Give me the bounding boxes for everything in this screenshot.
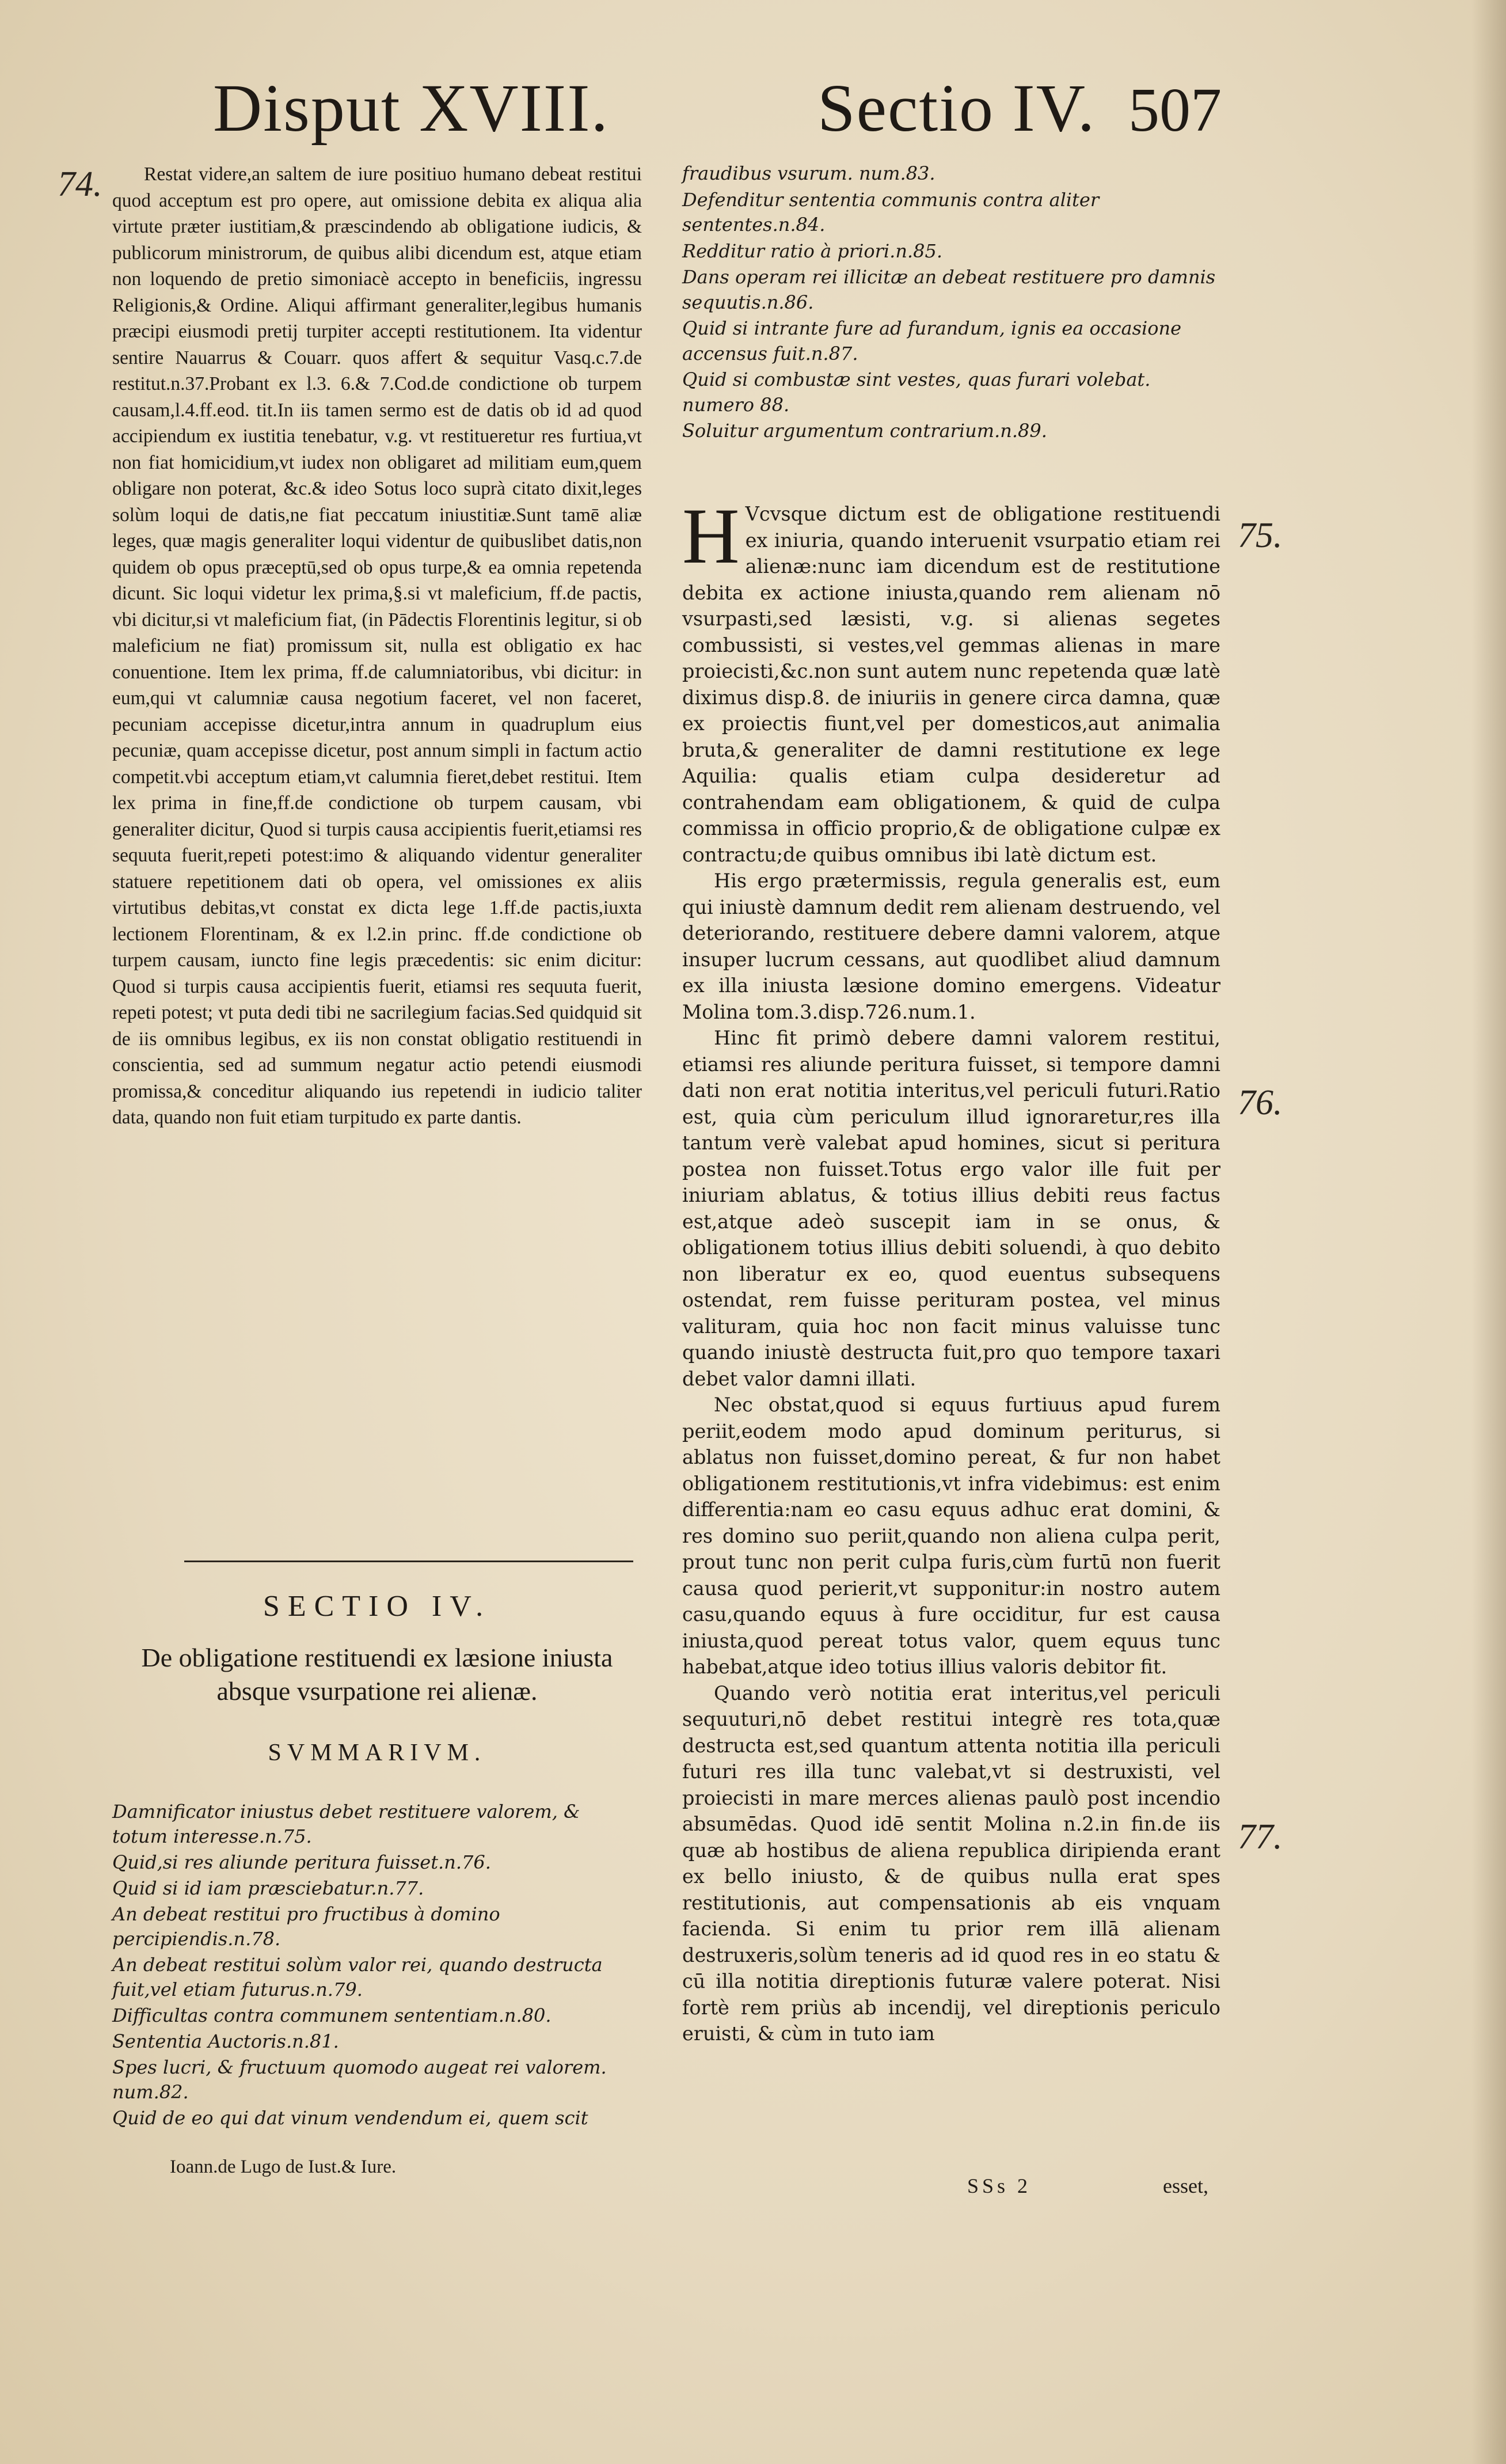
header-section: Sectio IV. <box>817 70 1096 146</box>
right-paragraph-4: Nec obstat,quod si equus furtiuus apud furem periit,eodem modo apud dominum periturus, si ablatus non fuisset,domino pereat, & fur non habet obligationem restitutionis,vt infra videbimus: est enim differentia:nam eo casu equus adhuc erat domini, & res domino suo periit,quando non aliena culpa perit, prout tunc non perit culpa furis,cùm furtū non fuerit causa quod perierit,vt supponitur:in nostro autem casu,quando equus à fure occiditur, fur est causa iniusta,quod pereat totus valor, quem equus tunc habebat,atque ideo totius illius valoris debitor fit. <box>682 1394 1220 1678</box>
catchword-author: Ioann.de Lugo de Iust.& Iure. <box>170 2157 397 2177</box>
section-subtitle: De obligatione restituendi ex læsione iniusta absque vsurpatione rei alienæ. <box>141 1643 613 1706</box>
summarium-right-list <box>682 161 1223 445</box>
summarium-item: fraudibus vsurum. num.83. <box>682 162 935 184</box>
section-title: SECTIO IV. <box>263 1590 492 1623</box>
summarium-item: Quid de eo qui dat vinum vendendum ei, quem scit <box>112 2107 588 2129</box>
running-header <box>0 69 1506 161</box>
margin-number-75: 75. <box>1238 516 1283 555</box>
summarium-item: Spes lucri, & fructuum quomodo augeat rei valorem. num.82. <box>112 2056 607 2103</box>
catchword: esset, <box>1163 2174 1208 2197</box>
right-column <box>682 492 1220 2047</box>
right-paragraph-2: His ergo prætermissis, regula generalis est, eum qui iniustè damnum dedit rem alienam destruendo, vel deteriorando, restituere debere damni valorem, atque insuper lucrum cessans, aut quodlibet aliud damnum ex illa iniusta læsione domino emergens. Videatur Molina tom.3.disp.726.num.1. <box>682 870 1220 1023</box>
summarium-item: Quid,si res aliunde peritura fuisset.n.76. <box>112 1851 491 1873</box>
left-column <box>112 161 642 1131</box>
margin-number-77: 77. <box>1238 1817 1283 1856</box>
summarium-item: Damnificator iniustus debet restituere valorem, & totum interesse.n.75. <box>112 1801 580 1847</box>
signature-mark: SSs 2 <box>967 2174 1032 2197</box>
summarium-item: Quid si id iam præsciebatur.n.77. <box>112 1877 424 1899</box>
left-paragraph: Restat videre,an saltem de iure positiuo humano debeat restitui quod acceptum est pro opere, aut omissione debita ex aliqua alia virtute præter iustitiam,& præscindendo ab obligatione iudicis, & publicorum ministrorum, de quibus alibi dicendum est, atque etiam non loquendo de pretio simoniacè accepto in beneficiis, ingressu Religionis,& Ordine. Aliqui affirmant generaliter,legibus humanis præcipi eiusmodi pretij turpiter accepti restitutionem. Ita videntur sentire Nauarrus & Couarr. quos affert & sequitur Vasq.c.7.de restitut.n.37.Probant ex l.3. 6.& 7.Cod.de condictione ob turpem causam,l.4.ff.eod. tit.In iis tamen sermo est de datis ob id ad quod accipiendum ex iustitia tenebatur, v.g. vt restitueretur res furtiua,vt non fiat homicidium,vt iudex non obligaret ad militiam eum,quem obligare non poterat, &c.& ideo Sotus loco suprà citato dixit,leges solùm loqui de datis,ne fiat peccatum iniustitiæ.Sunt tamē aliæ leges, quæ magis generaliter loqui videntur de quibuslibet datis,non quidem ob opus præceptū,sed ob opus turpe,& ea omnia repetenda dicunt. Sic loqui videtur lex prima,§.si vt maleficium, ff.de pactis, vbi dicitur,si vt maleficium fiat, (in Pādectis Florentinis legitur, si ob maleficium ne fiat) promissum sit, nulla est obligatio ex hac conuentione. Item lex prima, ff.de calumniatoribus, vbi dicitur: in eum,qui vt calumniæ causa negotium faceret, vel non faceret, pecuniam accepisse dicetur,intra annum in quadruplum eius pecuniæ, quam accepisse dicetur, post annum simpli in factum actio competit.vbi acceptum etiam,vt calumnia fieret,debet restitui. Item lex prima in fine,ff.de condictione ob turpem causam, vbi generaliter dicitur, Quod si turpis causa accipientis fuerit,etiamsi res sequuta fuerit,repeti potest:imo & aliquando videntur generaliter statuere repetitionem dati ob opera, vel omissiones ex aliis virtutibus debitas,vt constat ex dicta lege 1.ff.de pactis,iuxta lectionem Florentinam, & ex l.2.in princ. ff.de condictione ob turpem causam, iuncto fine legis præcedentis: sic enim dicitur: Quod si turpis causa accipientis fuerit, etiamsi res sequuta fuerit, repeti potest; vt puta dedi tibi ne sacrilegium facias.Sed quidquid sit de iis omnibus legibus, ex iis non constat obligatio restituendi in conscientia, sed ad summum negatur actio petendi eiusmodi promissa,& conceditur aliquando ius repetendi in iudicio taliter data, quando non fuit etiam turpitudo ex parte dantis. <box>112 164 642 1128</box>
right-paragraph-3: Hinc fit primò debere damni valorem restitui, etiamsi res aliunde peritura fuisset, si tempore damni dati non erat notitia interitus,vel periculi futuri.Ratio est, quia cùm periculum illud ignoraretur,res illa tantum verè valebat apud homines, sicut si peritura postea non fuisset.Totus ergo valor ille fuit per iniuriam ablatus, & totius illius debiti reus factus est,atque adeò suscepit iam in se onus, & obligationem totius illius debiti soluendi, à quo debito non liberatur ex eo, quod euentus subsequens ostendat, rem fuisse perituram postea, vel minus valituram, quia hoc non facit minus valuisse tunc quando iniustè destructa fuit,pro quo tempore taxari debet valor damni illati. <box>682 1027 1220 1390</box>
paragraph-text: Vcvsque dictum est de obligatione restituendi ex iniuria, quando interuenit vsurpatio etiam rei alienæ:nunc iam dicendum est de restitutione debita ex actione iniusta,quando rem alienam nō vsurpasti,sed læsisti, v.g. si alienas segetes combussisti, si vestes,vel gemmas alienas in mare proiecisti,&c.non sunt autem nunc repetenda quæ latè diximus disp.8. de iniuriis in genere circa damna, quæ ex proiectis fiunt,vel per domesticos,aut animalia bruta,& generaliter de damni restitutione ex lege Aquilia: qualis etiam culpa desideretur ad contrahendam eam obligationem, & quid de culpa commissa in officio proprio,& de obligatione culpæ ex contractu;de quibus omnibus ibi latè dictum est. <box>682 503 1220 866</box>
summarium-title: SVMMARIVM. <box>268 1740 486 1766</box>
summarium-item: An debeat restitui pro fructibus à domino percipiendis.n.78. <box>112 1903 500 1950</box>
summarium-item: Defenditur sententia communis contra aliter sententes.n.84. <box>682 188 1100 236</box>
page-number: 507 <box>1128 76 1222 145</box>
summarium-item: Quid si intrante fure ad furandum, ignis ea occasione accensus fuit.n.87. <box>682 317 1182 365</box>
summarium-item: Soluitur argumentum contrarium.n.89. <box>682 420 1047 442</box>
right-paragraph-1 <box>682 492 1220 868</box>
margin-number-74: 74. <box>58 165 102 204</box>
page-edge-shadow <box>1471 0 1506 2464</box>
drop-cap: H <box>682 492 740 580</box>
right-paragraph-5: Quando verò notitia erat interitus,vel periculi sequuturi,nō debet restitui integrè res tota,quæ destructa est,sed quantum attenta notitia illa periculi futuri res illa tunc valebat,vt si destruxisti, vel proiecisti in mare merces alienas paulò post incendio absumēdas. Quod idē sentit Molina n.2.in fin.de iis quæ ab hostibus de aliena republica diripienda erant ex bello iniusto, & de quibus nulla erat spes restitutionis, aut compensationis ab eis vnquam facienda. Si enim tu prior rem illā alienam destruxeris,solùm teneris ad id quod res in eo statu & cū illa notitia direptionis futuræ valere poterat. Nisi fortè rem priùs ab incendij, vel direptionis periculo eruisti, & cùm in tuto iam <box>682 1681 1220 2045</box>
summarium-item: Difficultas contra communem sententiam.n.80. <box>112 2004 552 2026</box>
summarium-item: Redditur ratio à priori.n.85. <box>682 240 942 262</box>
header-disputation: Disput XVIII. <box>213 70 610 146</box>
summarium-item: An debeat restitui solùm valor rei, quando destructa fuit,vel etiam futurus.n.79. <box>112 1954 603 2000</box>
summarium-item: Sententia Auctoris.n.81. <box>112 2030 339 2052</box>
section-divider <box>184 1561 633 1562</box>
margin-number-76: 76. <box>1238 1083 1283 1122</box>
summarium-left-list <box>112 1799 639 2132</box>
summarium-item: Quid si combustæ sint vestes, quas furari volebat. numero 88. <box>682 369 1151 416</box>
summarium-item: Dans operam rei illicitæ an debeat restituere pro damnis sequutis.n.86. <box>682 266 1216 313</box>
